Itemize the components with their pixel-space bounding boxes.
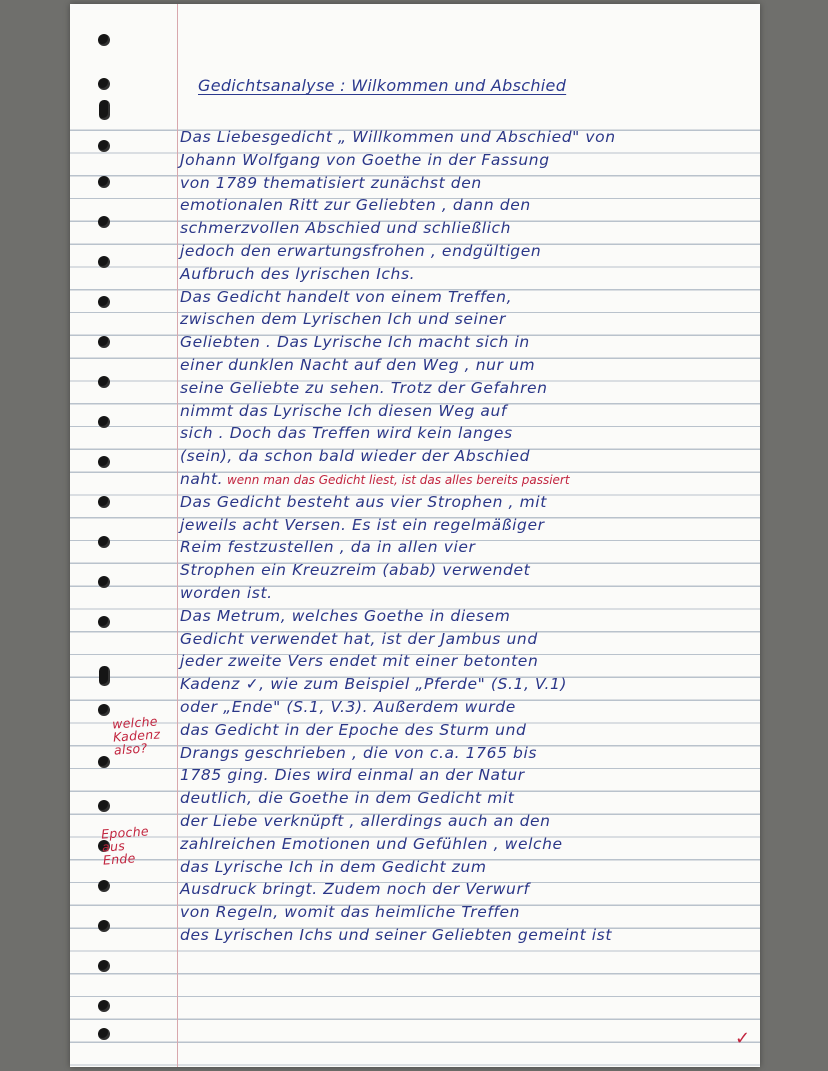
text-line-content: deutlich, die Goethe in dem Gedicht mit (180, 789, 515, 808)
text-line-content: jeweils acht Versen. Es ist ein regelmäßiger (180, 515, 545, 534)
punch-hole (98, 416, 110, 428)
text-line (180, 149, 760, 172)
punch-hole (98, 756, 110, 768)
text-line (180, 491, 760, 514)
punch-hole (98, 216, 110, 228)
text-line (180, 673, 760, 696)
punch-hole (99, 666, 110, 686)
teacher-correction: wenn man das Gedicht liest, ist das alles bereits passiert (223, 472, 570, 487)
text-line-content: oder „Ende" (S.1, V.3). Außerdem wurde (180, 697, 516, 716)
punch-hole (98, 256, 110, 268)
text-line-content: von 1789 thematisiert zunächst den (180, 173, 482, 192)
punch-hole (98, 376, 110, 388)
text-line (180, 514, 760, 537)
text-line (180, 422, 760, 445)
punch-hole (98, 880, 110, 892)
text-line (180, 263, 760, 286)
text-line-content: Drangs geschrieben , die von c.a. 1765 bis (180, 743, 538, 762)
punch-hole (98, 536, 110, 548)
text-line-content: zahlreichen Emotionen und Gefühlen , welche (180, 834, 563, 853)
text-line-content: jeder zweite Vers endet mit einer betonten (180, 652, 539, 671)
text-line-content: Das Liebesgedicht „ Willkommen und Abschied" von (180, 128, 616, 146)
text-line-content: Ausdruck bringt. Zudem noch der Verwurf (180, 880, 530, 899)
text-line-content: jedoch den erwartungsfrohen , endgültigen (180, 241, 542, 260)
punch-hole (98, 800, 110, 812)
text-line (180, 628, 760, 651)
text-line-content: des Lyrischen Ichs und seiner Geliebten gemeint ist (180, 925, 613, 944)
punch-hole (98, 140, 110, 152)
margin-note-kadenz (112, 714, 162, 756)
text-line-content: von Regeln, womit das heimliche Treffen (180, 903, 521, 922)
margin-note-line: welche (111, 713, 159, 732)
text-line (180, 901, 760, 924)
punch-hole (98, 576, 110, 588)
text-line-content: das Gedicht in der Epoche des Sturm und (180, 720, 527, 739)
text-line-content: schmerzvollen Abschied und schließlich (180, 219, 512, 238)
text-line-content: Das Metrum, welches Goethe in diesem (180, 606, 511, 625)
punch-hole (98, 960, 110, 972)
text-line-content: das Lyrische Ich in dem Gedicht zum (180, 857, 487, 876)
text-line-content: (sein), da schon bald wieder der Abschied (180, 447, 531, 466)
text-line-content: naht. (180, 469, 224, 488)
text-line (180, 377, 760, 400)
text-line (180, 308, 760, 331)
text-line (180, 331, 760, 354)
text-line (180, 286, 760, 309)
punch-hole (98, 456, 110, 468)
text-line (180, 719, 760, 742)
margin-note-line: also? (113, 740, 148, 758)
text-line (180, 240, 760, 263)
punch-hole (98, 496, 110, 508)
text-line-content: Geliebten . Das Lyrische Ich macht sich in (180, 333, 530, 352)
punch-hole (98, 1000, 110, 1012)
punch-hole (98, 704, 110, 716)
text-line-content: zwischen dem Lyrischen Ich und seiner (180, 310, 506, 329)
text-line-content: emotionalen Ritt zur Geliebten , dann den (180, 196, 531, 215)
handwritten-text (180, 126, 760, 947)
text-line-content: worden ist. (180, 583, 273, 602)
text-line (180, 468, 760, 491)
checkmark-icon: ✓ (735, 1028, 751, 1049)
text-line (180, 650, 760, 673)
margin-note-line: Kadenz (112, 726, 161, 745)
text-line (180, 878, 760, 901)
text-line (180, 856, 760, 879)
punch-hole (98, 78, 110, 90)
text-line-content: Das Gedicht besteht aus vier Strophen , mit (180, 492, 547, 511)
text-line-content: einer dunklen Nacht auf den Weg , nur um (180, 355, 536, 374)
margin-line (177, 4, 178, 1067)
text-line-content: Johann Wolfgang von Goethe in der Fassung (180, 150, 550, 169)
text-line (180, 126, 760, 149)
punch-hole (98, 616, 110, 628)
text-line (180, 194, 760, 217)
text-line (180, 445, 760, 468)
text-line-content: der Liebe verknüpft , allerdings auch an den (180, 811, 551, 830)
text-line-content: Gedicht verwendet hat, ist der Jambus und (180, 629, 538, 648)
text-line (180, 924, 760, 947)
text-line-content: Das Gedicht handelt von einem Treffen, (180, 287, 513, 306)
text-line-content: Strophen ein Kreuzreim (abab) verwendet (180, 561, 531, 580)
punch-hole (98, 1028, 110, 1040)
margin-note-line: aus (101, 838, 126, 855)
page-title: Gedichtsanalyse : Wilkommen und Abschied (198, 76, 567, 95)
text-line (180, 787, 760, 810)
text-line-content: sich . Doch das Treffen wird kein langes (180, 424, 513, 443)
punch-hole (99, 100, 110, 120)
margin-note-line: Epoche (100, 823, 150, 842)
text-line (180, 172, 760, 195)
text-line (180, 696, 760, 719)
punch-hole (98, 296, 110, 308)
text-line (180, 400, 760, 423)
margin-note-line: Ende (102, 850, 137, 868)
punch-hole (98, 34, 110, 46)
text-line-content: Reim festzustellen , da in allen vier (180, 538, 476, 557)
text-line-content: nimmt das Lyrische Ich diesen Weg auf (180, 401, 507, 420)
punch-hole (98, 920, 110, 932)
text-line (180, 810, 760, 833)
punch-hole (98, 336, 110, 348)
margin-note-epoche (101, 824, 151, 866)
text-line (180, 742, 760, 765)
text-line-content: seine Geliebte zu sehen. Trotz der Gefahren (180, 378, 548, 397)
text-line (180, 605, 760, 628)
text-line (180, 217, 760, 240)
text-line (180, 559, 760, 582)
text-line (180, 536, 760, 559)
text-line-content: 1785 ging. Dies wird einmal an der Natur (180, 766, 525, 785)
text-line (180, 833, 760, 856)
text-line (180, 764, 760, 787)
text-line-content: Kadenz ✓, wie zum Beispiel „Pferde" (S.1, V.1) (180, 675, 568, 694)
text-line (180, 354, 760, 377)
text-line-content: Aufbruch des lyrischen Ichs. (180, 264, 416, 283)
punch-hole (98, 176, 110, 188)
text-line (180, 582, 760, 605)
